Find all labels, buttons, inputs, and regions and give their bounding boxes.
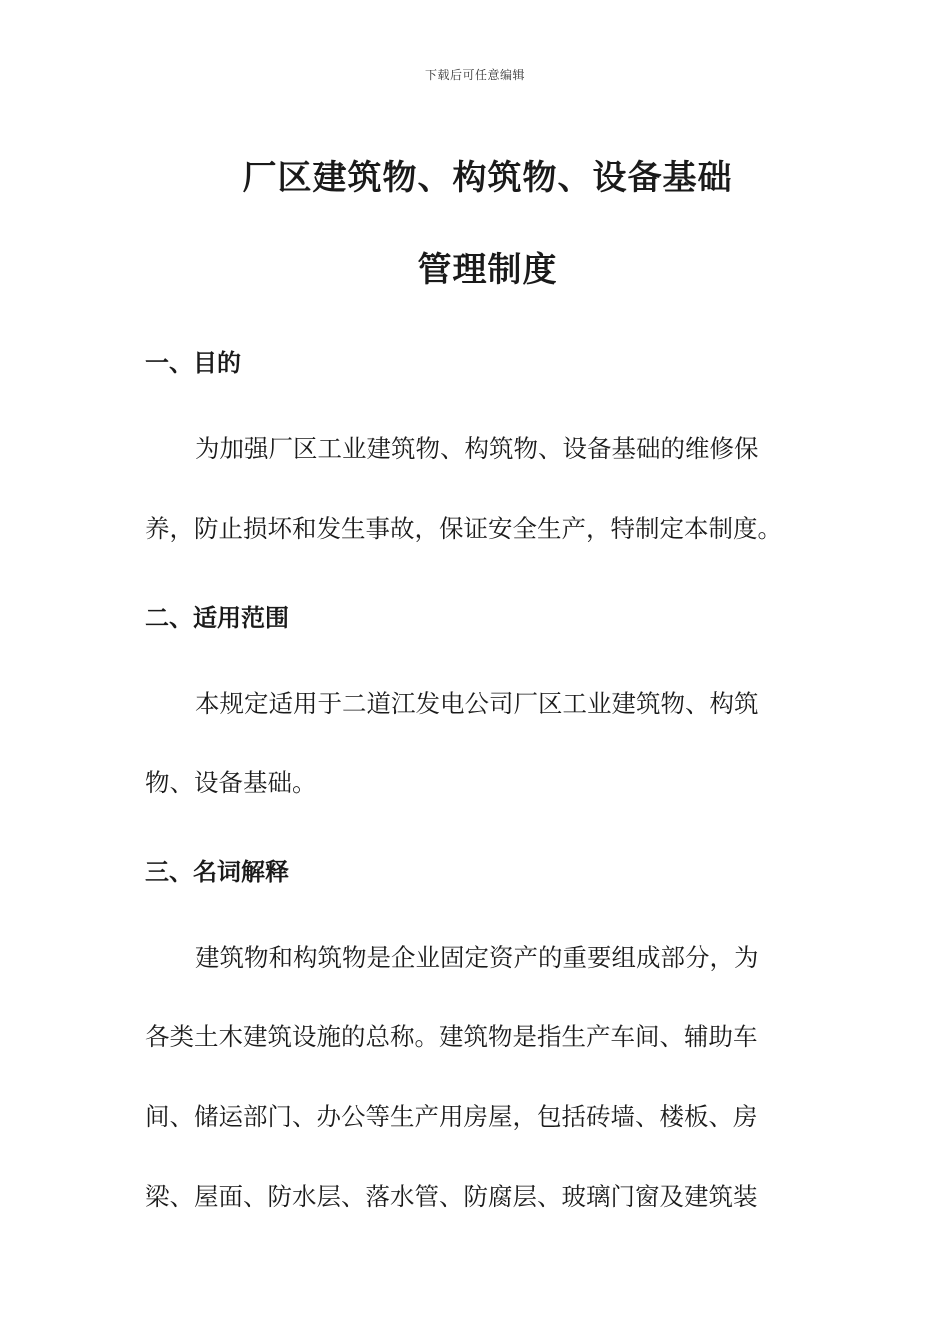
paragraph-line: 为加强厂区工业建筑物、构筑物、设备基础的维修保 bbox=[195, 434, 759, 463]
section-heading-purpose: 一、目的 bbox=[145, 348, 241, 377]
document-title-line-1: 厂区建筑物、构筑物、设备基础 bbox=[242, 158, 733, 198]
header-note: 下载后可任意编辑 bbox=[424, 68, 525, 82]
paragraph-line: 建筑物和构筑物是企业固定资产的重要组成部分，为 bbox=[195, 943, 759, 972]
paragraph-line: 物、设备基础。 bbox=[145, 768, 317, 797]
paragraph-line: 本规定适用于二道江发电公司厂区工业建筑物、构筑 bbox=[195, 689, 759, 718]
section-heading-scope: 二、适用范围 bbox=[145, 603, 289, 632]
paragraph-line: 梁、屋面、防水层、落水管、防腐层、玻璃门窗及建筑装 bbox=[145, 1182, 758, 1211]
paragraph-line: 间、储运部门、办公等生产用房屋，包括砖墙、楼板、房 bbox=[145, 1102, 758, 1131]
section-heading-definitions: 三、名词解释 bbox=[145, 857, 289, 886]
paragraph-line: 养，防止损坏和发生事故，保证安全生产，特制定本制度。 bbox=[145, 514, 782, 543]
document-title-line-2: 管理制度 bbox=[417, 250, 558, 290]
paragraph-line: 各类土木建筑设施的总称。建筑物是指生产车间、辅助车 bbox=[145, 1022, 758, 1051]
